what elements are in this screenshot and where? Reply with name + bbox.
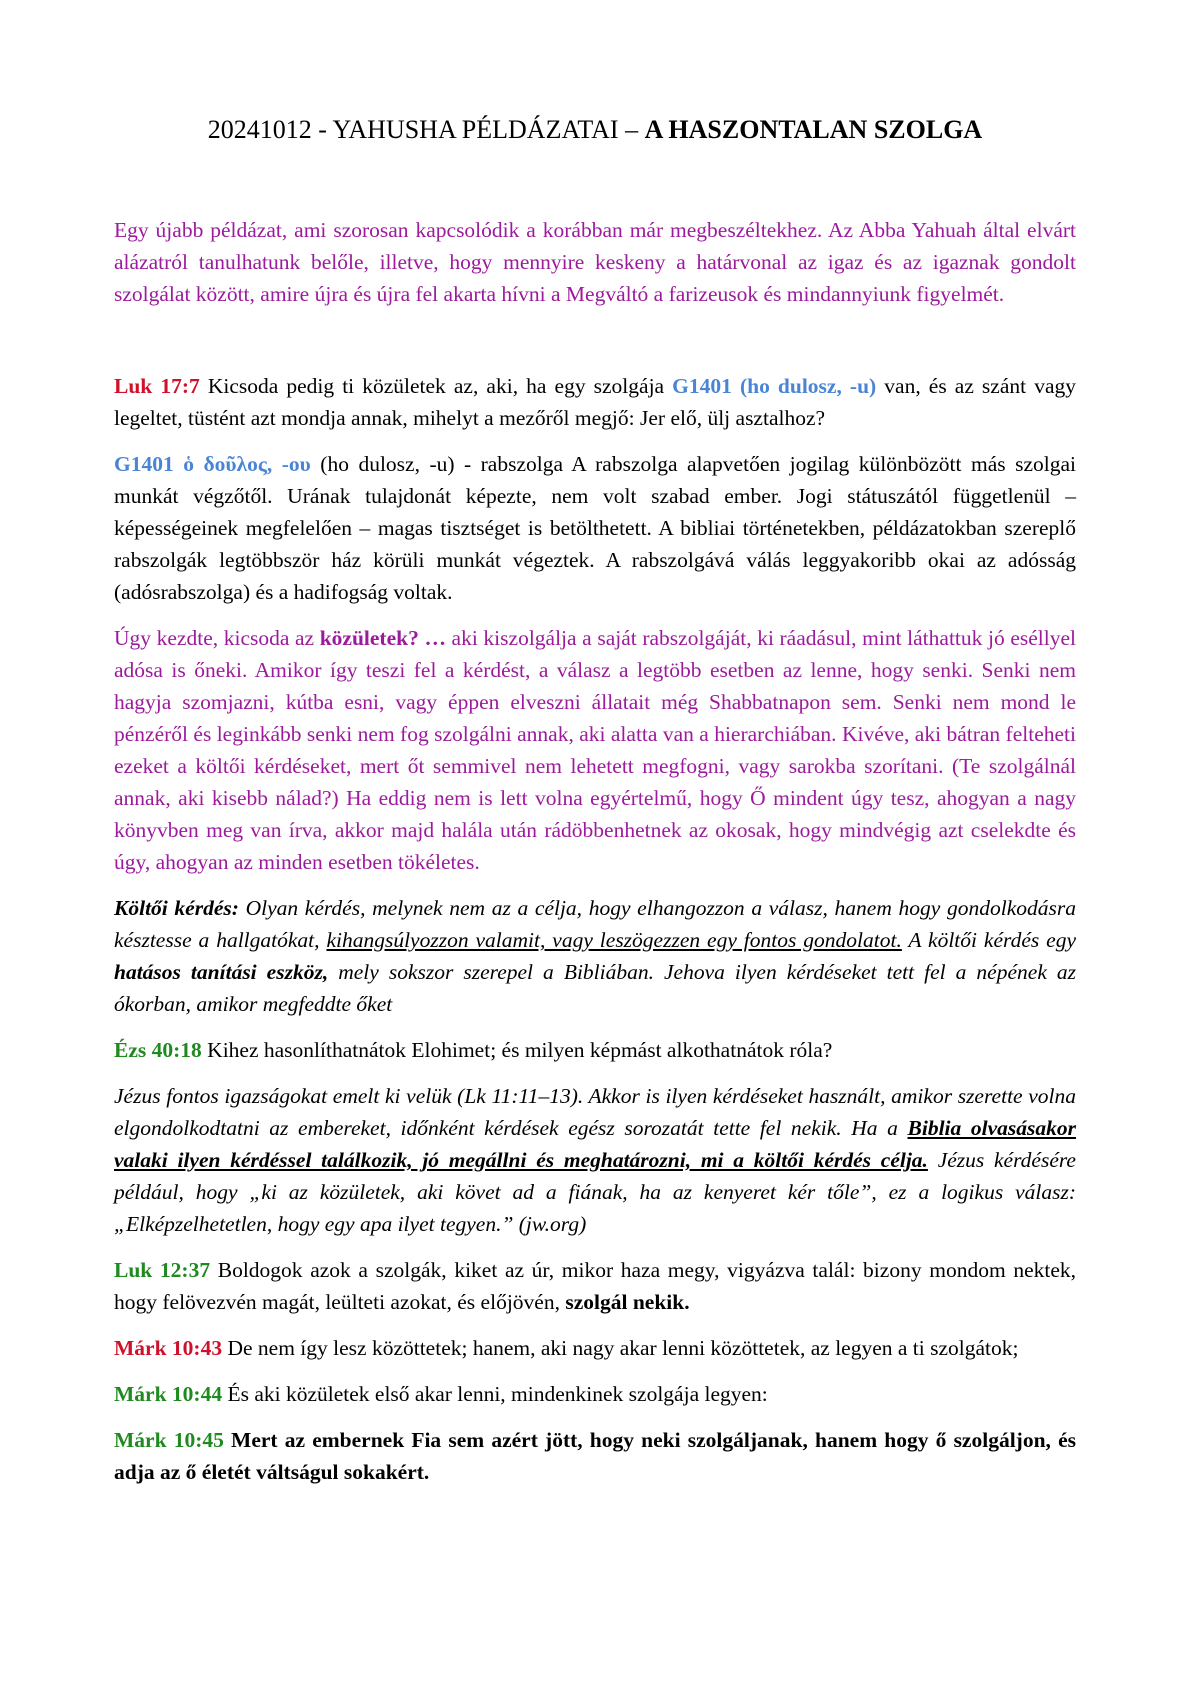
commentary-paragraph — [114, 622, 1076, 878]
jezus-bold-underline: Biblia olvasásakor valaki ilyen kérdéssel találkozik, jó megállni és meghatározni, mi a költői kérdés célja. — [114, 1116, 1076, 1172]
jezus-text: Jézus fontos igazságokat emelt ki velük (Lk 11:11–13). Akkor is ilyen kérdéseket használt, amikor szerette volna elgondolkodtatni az embereket, időnként kérdések egész sorozatát tette fel nekik. Ha a — [114, 1084, 1076, 1140]
verse-ref-mark-10-44: Márk 10:44 — [114, 1382, 223, 1406]
rhetorical-underline: kihangsúlyozzon valamit, vagy leszögezzen egy fontos gondolatot. — [326, 928, 902, 952]
rhetorical-question-label: Költői kérdés: — [114, 896, 239, 920]
rhetorical-text: mely sokszor szerepel a Bibliában. Jehova ilyen kérdéseket tett fel a népének az ókorban, amikor megfeddte őket — [114, 960, 1076, 1016]
g1401-paragraph — [114, 448, 1076, 608]
rhetorical-question-paragraph — [114, 892, 1076, 1020]
commentary-text: aki kiszolgálja a saját rabszolgáját, ki ráadásul, mint láthattuk jó eséllyel adósa is őneki. Amikor így teszi fel a kérdést, a válasz a legtöbb esetben az lenne, hogy senki. Senki nem hagyja szomjazni, kútba esni, vagy éppen elveszni állatait még Shabbatnapon sem. Senki nem mond le pénzéről és leginkább senki nem fog szolgálni annak, aki alatta van a hierarchiában. Kivéve, aki bátran felteheti ezeket a költői kérdéseket, mert őt semmivel nem lehetett megfogni, vagy sarokba szorítani. (Te szolgálnál annak, aki kisebb nálad?) Ha eddig nem is lett volna egyértelmű, hogy Ő mindent úgy tesz, ahogyan a nagy könyvben meg van írva, akkor majd halála után rádöbbenhetnek az okosak, hogy mindvégig azt cselekdte és úgy, ahogyan az minden esetben tökéletes. — [114, 626, 1076, 874]
commentary-text: Úgy kezdte, kicsoda az — [114, 626, 320, 650]
rhetorical-bold: hatásos tanítási eszköz, — [114, 960, 329, 984]
verse-ref-mark-10-43: Márk 10:43 — [114, 1336, 223, 1360]
intro-block — [114, 214, 1076, 310]
mark-10-44-paragraph — [114, 1378, 1076, 1410]
luk-12-37-paragraph — [114, 1254, 1076, 1318]
strong-ref: G1401 (ho dulosz, -u) — [672, 374, 877, 398]
luk-17-7-paragraph — [114, 370, 1076, 434]
mark-10-45-paragraph — [114, 1424, 1076, 1488]
verse-bold: szolgál nekik. — [565, 1290, 690, 1314]
jezus-text: Jézus kérdésére például, hogy „ki az közületek, aki követ ad a fiának, ha az kenyeret kér tőle”, ez a logikus válasz: „Elképzelhetetlen, hogy egy apa ilyet tegyen.” (jw.org) — [114, 1148, 1076, 1236]
jezus-paragraph — [114, 1080, 1076, 1240]
intro-paragraph: Egy újabb példázat, ami szorosan kapcsolódik a korábban már megbeszéltekhez. Az Abba Yahuah által elvárt alázatról tanulhatunk belőle, illetve, hogy mennyire keskeny a határvonal az igaz és az igaznak gondolt szolgálat között, amire újra és újra fel akarta hívni a Megváltó a farizeusok és mindannyiunk figyelmét. — [114, 218, 1076, 306]
verse-text: De nem így lesz közöttetek; hanem, aki nagy akar lenni közöttetek, az legyen a ti szolgátok; — [222, 1336, 1019, 1360]
verse-text-bold: Mert az embernek Fia sem azért jött, hogy neki szolgáljanak, hanem hogy ő szolgáljon, és adja az ő életét váltságul sokakért. — [114, 1428, 1076, 1484]
verse-text: Kicsoda pedig ti közületek az, aki, ha egy szolgája — [199, 374, 673, 398]
verse-text: Boldogok azok a szolgák, kiket az úr, mikor haza megy, vigyázva talál: bizony mondom nektek, hogy felövezvén magát, leülteti azokat, és előjövén, — [114, 1258, 1077, 1314]
verse-text: És aki közületek első akar lenni, mindenkinek szolgája legyen: — [222, 1382, 768, 1406]
title-bold: A HASZONTALAN SZOLGA — [644, 115, 983, 144]
verse-text: van, és az szánt vagy legeltet, tüstént azt mondja annak, mihelyt a mezőről megjő: Jer elő, ülj asztalhoz? — [114, 374, 1076, 430]
verse-ref-luk-17-7: Luk 17:7 — [114, 374, 200, 398]
verse-text: Kihez hasonlíthatnátok Elohimet; és milyen képmást alkothatnátok róla? — [201, 1038, 833, 1062]
rhetorical-text: Olyan kérdés, melynek nem az a célja, hogy elhangozzon a válasz, hanem hogy gondolkodásra késztesse a hallgatókat, — [114, 896, 1076, 952]
definition-text: (ho dulosz, -u) - rabszolga A rabszolga alapvetően jogilag különbözött más szolgai munkát végzőtől. Urának tulajdonát képezte, nem volt szabad ember. Jogi státuszától függetlenül – képességeinek megfelelően – magas tisztséget is betölthetett. A bibliai történetekben, példázatokban szereplő rabszolgák legtöbbször ház körüli munkát végeztek. A rabszolgává válás leggyakoribb okai az adósság (adósrabszolga) és a hadifogság voltak. — [114, 452, 1076, 604]
rhetorical-text: A költői kérdés egy — [901, 928, 1076, 952]
verse-ref-ezs-40-18: Ézs 40:18 — [114, 1038, 202, 1062]
ezs-40-18-paragraph — [114, 1034, 1076, 1066]
title-prefix: 20241012 - YAHUSHA PÉLDÁZATAI – — [207, 115, 645, 144]
body-block — [114, 370, 1076, 1502]
verse-ref-luk-12-37: Luk 12:37 — [114, 1258, 211, 1282]
strong-ref-g1401: G1401 ὁ δοῦλος, -ου — [114, 452, 311, 476]
mark-10-43-paragraph — [114, 1332, 1076, 1364]
page-title — [0, 115, 1190, 145]
verse-ref-mark-10-45: Márk 10:45 — [114, 1428, 224, 1452]
commentary-bold: közületek? … — [319, 626, 446, 650]
